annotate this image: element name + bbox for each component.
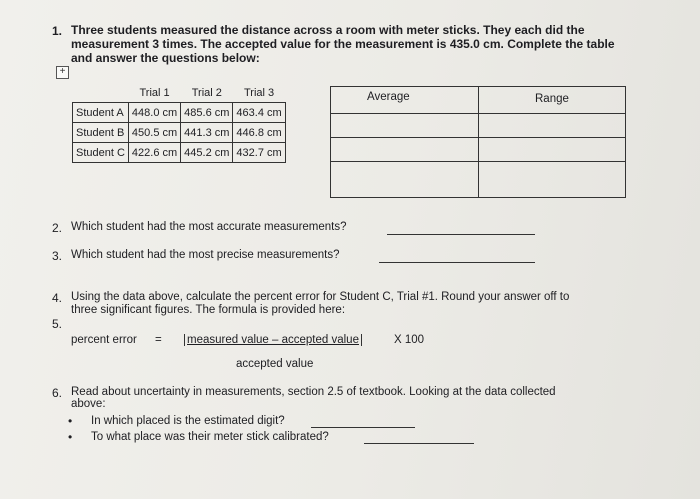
table-row — [73, 123, 286, 143]
q2-text: Which student had the most accurate measurements? — [71, 221, 347, 233]
table-cell: 446.8 cm — [233, 123, 285, 143]
table-header-trial-1: Trial 1 — [139, 87, 170, 99]
q1-line2: measurement 3 times. The accepted value for the measurement is 435.0 cm. Complete the table — [71, 37, 615, 51]
bullet-icon: • — [68, 414, 73, 428]
table-cell: 422.6 cm — [128, 143, 180, 163]
table-cell: 450.5 cm — [128, 123, 180, 143]
q1-number: 1. — [52, 24, 63, 38]
grid-divider — [331, 137, 625, 138]
table-header-trial-3: Trial 3 — [243, 87, 275, 99]
q1-line1: Three students measured the distance across a room with meter sticks. They each did the — [71, 23, 585, 37]
table-row — [73, 143, 286, 163]
q3-number: 3. — [52, 249, 63, 263]
measurements-table — [72, 84, 286, 163]
table-cell: 448.0 cm — [128, 103, 180, 123]
q6-bullet-2: To what place was their meter stick calibrated? — [91, 431, 329, 443]
table-cell: 485.6 cm — [181, 103, 233, 123]
q5-number: 5. — [52, 317, 63, 331]
table-cell: 463.4 cm — [233, 103, 285, 123]
average-header: Average — [367, 91, 410, 103]
q6-bullet-1-answer-line[interactable] — [311, 427, 415, 428]
q1-line3: and answer the questions below: — [71, 51, 260, 65]
table-header-trial-2: Trial 2 — [191, 87, 222, 99]
q6-bullet-2-answer-line[interactable] — [364, 443, 474, 444]
table-row — [73, 103, 286, 123]
q6-number: 6. — [52, 386, 63, 400]
bullet-icon: • — [68, 430, 73, 444]
student-name: Student C — [73, 143, 129, 163]
table-header-blank — [73, 84, 129, 103]
q4-line1: Using the data above, calculate the percent error for Student C, Trial #1. Round your answer off to — [71, 291, 570, 303]
formula-equals: = — [155, 334, 162, 346]
q3-answer-line[interactable] — [379, 262, 535, 263]
range-header: Range — [535, 93, 569, 105]
formula-label: percent error — [71, 334, 137, 346]
formula-times-100: X 100 — [394, 334, 425, 346]
q4-number: 4. — [52, 291, 63, 305]
formula-numerator: measured value – accepted value — [184, 334, 362, 346]
table-cell: 441.3 cm — [181, 123, 233, 143]
q2-number: 2. — [52, 221, 63, 235]
q6-line1: Read about uncertainty in measurements, section 2.5 of textbook. Looking at the data collected — [71, 386, 556, 398]
q2-answer-line[interactable] — [387, 234, 535, 235]
grid-divider — [478, 87, 479, 197]
q4-line2: three significant figures. The formula is provided here: — [71, 304, 346, 316]
q3-text: Which student had the most precise measurements? — [71, 249, 340, 261]
average-range-grid — [330, 86, 626, 198]
table-cell: 445.2 cm — [181, 143, 233, 163]
q6-bullet-1: In which placed is the estimated digit? — [91, 415, 285, 427]
grid-divider — [331, 161, 625, 162]
q6-line2: above: — [71, 398, 106, 410]
grid-divider — [331, 113, 625, 114]
student-name: Student B — [73, 123, 129, 143]
table-cell: 432.7 cm — [233, 143, 285, 163]
formula-denominator: accepted value — [236, 358, 314, 370]
student-name: Student A — [73, 103, 129, 123]
table-header-row — [73, 84, 286, 103]
table-move-handle-icon[interactable]: + — [56, 66, 69, 79]
